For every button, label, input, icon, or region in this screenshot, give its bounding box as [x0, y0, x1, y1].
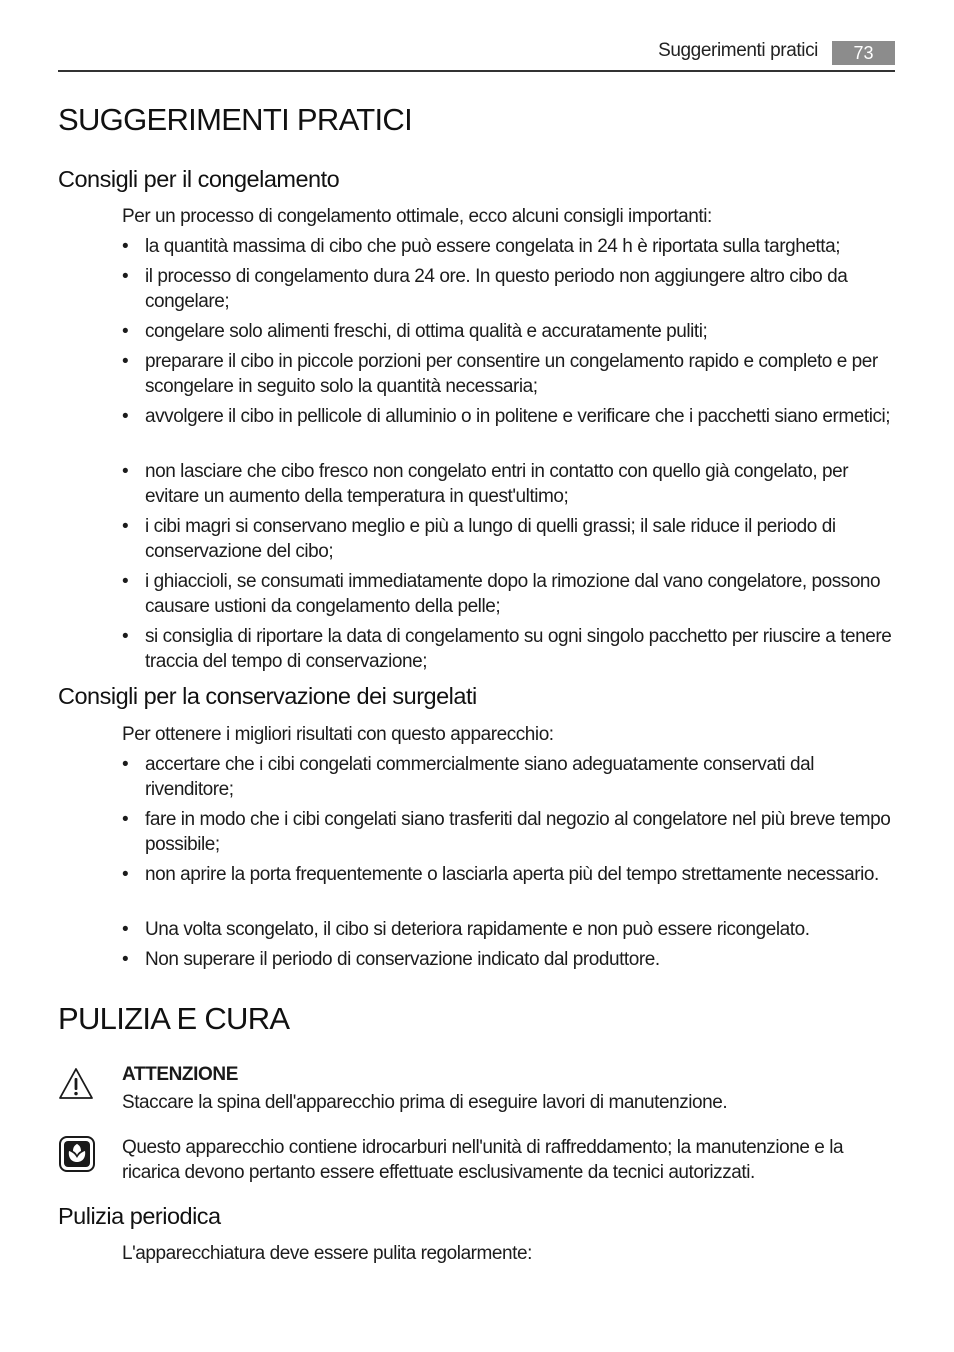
page-number: 73 [832, 41, 895, 65]
section-title-pulizia: PULIZIA E CURA [58, 1001, 290, 1036]
subsection-title-surgelati: Consigli per la conservazione dei surgelati [58, 683, 477, 709]
bullet-icon: • [122, 571, 129, 592]
list-item: • si consiglia di riportare la data di congelamento su ogni singolo pacchetto per riuscire a tenere traccia del tempo di conservazione; [122, 626, 892, 672]
list-item: • congelare solo alimenti freschi, di ottima qualità e accuratamente puliti; [122, 321, 708, 342]
environment-note-text: Questo apparecchio contiene idrocarburi nell'unità di raffreddamento; la manutenzione e la ricarica devono pertanto essere effettuate esclusivamente da tecnici autorizzati. [122, 1137, 844, 1183]
warning-title: ATTENZIONE [122, 1064, 238, 1085]
bullet-icon: • [122, 919, 129, 940]
bullet-icon: • [122, 626, 129, 647]
list-item: • avvolgere il cibo in pellicole di alluminio o in politene e verificare che i pacchetti siano ermetici; [122, 406, 891, 427]
bullet-icon: • [122, 809, 129, 830]
subsection-title-congelamento: Consigli per il congelamento [58, 166, 340, 192]
bullet-icon: • [122, 236, 129, 257]
bullet-icon: • [122, 949, 129, 970]
header-divider [58, 70, 895, 72]
warning-text: Staccare la spina dell'apparecchio prima di eseguire lavori di manutenzione. [122, 1092, 728, 1113]
running-header-title: Suggerimenti pratici [658, 40, 818, 61]
bullet-icon: • [122, 266, 129, 287]
list-item: • non lasciare che cibo fresco non congelato entri in contatto con quello già congelato, per evitare un aumento della temperatura in quest'ultimo; [122, 461, 849, 507]
list-item: • non aprire la porta frequentemente o lasciarla aperta più del tempo strettamente necessario. [122, 864, 879, 885]
list-item: • i ghiaccioli, se consumati immediatamente dopo la rimozione dal vano congelatore, possono causare ustioni da congelamento della pelle; [122, 571, 881, 617]
list-item: • Una volta scongelato, il cibo si deteriora rapidamente e non può essere ricongelato. [122, 919, 810, 940]
bullet-icon: • [122, 351, 129, 372]
bullet-icon: • [122, 864, 129, 885]
warning-triangle-icon [58, 1066, 94, 1102]
list-item: • accertare che i cibi congelati commercialmente siano adeguatamente conservati dal rivenditore; [122, 754, 815, 800]
list-item: • fare in modo che i cibi congelati siano trasferiti dal negozio al congelatore nel più breve tempo possibile; [122, 809, 891, 855]
bullet-icon: • [122, 406, 129, 427]
environment-info-icon [59, 1136, 95, 1172]
intro-surgelati: Per ottenere i migliori risultati con questo apparecchio: [122, 724, 554, 745]
list-item: • la quantità massima di cibo che può essere congelata in 24 h è riportata sulla targhetta; [122, 236, 841, 257]
bullet-icon: • [122, 461, 129, 482]
intro-pulizia-periodica: L'apparecchiatura deve essere pulita regolarmente: [122, 1243, 532, 1264]
list-item: • i cibi magri si conservano meglio e più a lungo di quelli grassi; il sale riduce il periodo di conservazione del cibo; [122, 516, 836, 562]
subsection-title-pulizia-periodica: Pulizia periodica [58, 1203, 221, 1229]
list-item: • preparare il cibo in piccole porzioni per consentire un congelamento rapido e completo e per scongelare in seguito solo la quantità necessaria; [122, 351, 878, 397]
section-title-suggerimenti: SUGGERIMENTI PRATICI [58, 102, 413, 137]
list-item: • Non superare il periodo di conservazione indicato dal produttore. [122, 949, 660, 970]
bullet-icon: • [122, 321, 129, 342]
intro-congelamento: Per un processo di congelamento ottimale, ecco alcuni consigli importanti: [122, 206, 712, 227]
list-item: • il processo di congelamento dura 24 ore. In questo periodo non aggiungere altro cibo da congelare; [122, 266, 848, 312]
bullet-icon: • [122, 754, 129, 775]
bullet-icon: • [122, 516, 129, 537]
